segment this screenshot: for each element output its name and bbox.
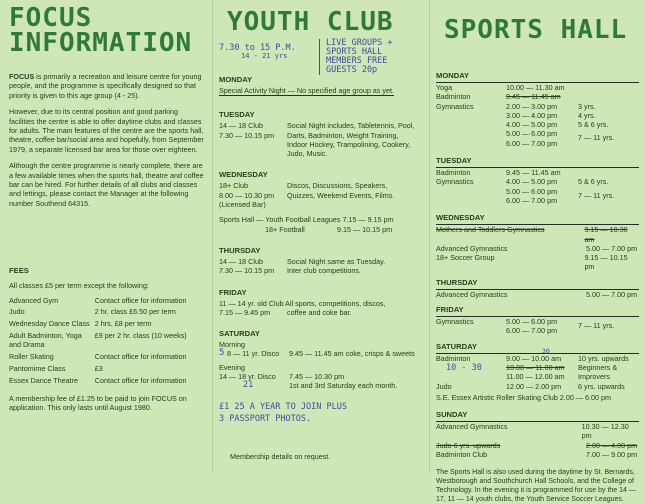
fri-age: 7 — 11 yrs.: [578, 321, 615, 331]
wed-sports-line1: Sports Hall — Youth Football Leagues 7.15 — 9.15 pm: [219, 215, 394, 225]
sports-row-name: Mothers and Toddlers Gymnastics: [436, 225, 545, 235]
sat-level-1: 10 yrs. upwards: [578, 353, 629, 363]
fee-name: Judo: [9, 307, 25, 317]
fee-value: Contact office for information: [94, 352, 187, 362]
youth-wednesday-row: [219, 181, 421, 209]
hand-live-3: MEMBERS FREE: [326, 56, 388, 66]
youth-monday-text: [219, 86, 421, 96]
sat-judo: Judo: [436, 381, 452, 391]
hand-1030: 10 - 30: [446, 362, 482, 373]
sports-row-time: 5.00 — 7.00 pm: [586, 243, 638, 253]
info-paragraph-1: [9, 72, 204, 100]
youth-tuesday-label: TUESDAY: [219, 110, 255, 120]
sat-level-2: Beginners &: [578, 362, 618, 372]
fee-name: Pantomime Class: [9, 363, 66, 373]
youth-thursday-row: [219, 257, 421, 276]
membership-note: A membership fee of £1.25 to be paid to join FOCUS on application. This only lasts until August 1980.: [9, 393, 187, 413]
hand-live-1: LIVE GROUPS +: [326, 38, 393, 48]
tue-gym-times: [506, 177, 578, 205]
handwritten-top-note: [219, 38, 421, 79]
sports-row: [436, 244, 639, 253]
tue-club: 14 — 18 Club: [219, 121, 263, 131]
tue-gym-age: 5 & 6 yrs.: [578, 177, 609, 187]
fee-row: [9, 307, 204, 316]
fee-name: Adult Badminton, Yoga and Drama: [9, 331, 82, 350]
gym-age: 3 yrs.: [578, 101, 596, 111]
sports-sunday-rows: [436, 422, 639, 459]
sports-thursday-label: THURSDAY: [436, 277, 478, 287]
gym-time: 6.00 — 7.00 pm: [506, 138, 558, 148]
youth-club-panel: [215, 0, 425, 472]
sports-row-name: Badminton: [436, 92, 471, 102]
sat-level-3: Improvers: [578, 372, 610, 382]
tue-gym-time: 6.00 — 7.00 pm: [506, 195, 558, 205]
wed-sports-line2: [219, 225, 421, 234]
thu-row: [436, 290, 639, 299]
wed-bar: (Licensed Bar): [219, 200, 266, 210]
sat-disco2: 14 — 18 yr. Disco: [219, 372, 276, 382]
sports-row: [436, 450, 639, 459]
tue-gym-row: [436, 177, 639, 205]
sports-row-name: Judo 6 yrs. upwards: [436, 440, 501, 450]
fee-row: [9, 331, 204, 349]
monday-gym-ages: [578, 102, 614, 148]
sat-disco1-row: [219, 349, 421, 358]
sports-hall-panel: [432, 0, 645, 504]
gym-time: 3.00 — 4.00 pm: [506, 110, 558, 120]
gym-time: 5.00 — 6.00 pm: [506, 129, 558, 139]
sports-row-time: 2.00 — 4.00 pm: [586, 440, 638, 450]
info-title-line1: FOCUS: [9, 3, 93, 33]
fri-time-2: 6.00 — 7.00 pm: [506, 326, 558, 336]
thu-activities: Social Night same as Tuesday.: [287, 256, 386, 266]
hand-time: 7.30 to 15 P.M.: [219, 43, 296, 53]
tue-gym-time: 5.00 — 6.00 pm: [506, 186, 558, 196]
fee-row: [9, 376, 204, 385]
fri-row: [436, 317, 639, 336]
youth-monday-label: MONDAY: [219, 75, 253, 84]
fees-heading: FEES: [9, 266, 29, 276]
sports-monday-label: MONDAY: [436, 71, 470, 80]
info-title-line2: INFORMATION: [9, 28, 193, 58]
sports-footer: The Sports Hall is also used during the daytime by St. Bernards, Westborough and Southchurch Hall Schools, and the College of Technology. In the evening it is programmed for use by the 14 — 17, 11 — 14 youth clubs, the Youth Service Soccer Leagues.: [436, 469, 636, 504]
tue-activities: Social Night includes, Tabletennis, Pool, Darts, Badminton, Weight Training, Indoor Hockey, Trampolining, Cookery, Judo, Music.: [287, 121, 415, 159]
sports-row-time: 9.15 — 10.30 am: [584, 225, 628, 244]
fri-line2: [219, 308, 421, 317]
fee-value: £9 per 2 hr. class (10 weeks): [94, 331, 187, 341]
fee-row: [9, 364, 204, 373]
sports-row: [436, 92, 639, 101]
sports-row: [436, 441, 639, 450]
tue-gym-time: 4.00 — 5.00 pm: [506, 177, 558, 187]
youth-footer: Membership details on request.: [230, 452, 331, 461]
thu-time: 7.30 — 10.15 pm: [219, 266, 275, 276]
fri-time-1: 5.00 — 6.00 pm: [506, 317, 558, 327]
info-paragraph-2: However, due to its central position and good parking facilities the centre is able to offer daytime clubs and classes for adults. The main features of the centre are the sports hall, theatre, coffee bar/social area and hopefully, from September 1979, a separate licensed bar area for those over eighteen.: [9, 107, 204, 154]
hand-live-4: GUESTS 20p: [326, 65, 378, 75]
tue-gym-age: 7 — 11 yrs.: [578, 190, 615, 200]
fri-bar: coffee and coke bar.: [287, 307, 352, 317]
sat-disco2-time: 7.45 — 10.30 pm: [289, 372, 345, 382]
sat-time-1: 9.00 — 10.00 am: [506, 353, 562, 363]
fee-row: [9, 296, 204, 305]
sports-row: [436, 422, 639, 441]
fee-name: Essex Dance Theatre: [9, 375, 78, 385]
sports-title: SPORTS HALL: [444, 15, 628, 45]
sat-time-3: 11.00 — 12.00 am: [506, 372, 565, 382]
youth-title: YOUTH CLUB: [227, 7, 394, 37]
sports-row-name: Advanced Gymnastics: [436, 243, 508, 253]
sports-row-name: Badminton Club: [436, 450, 488, 460]
sat-judo-time: 12.00 — 2.00 pm: [506, 381, 562, 391]
sports-wednesday-label: WEDNESDAY: [436, 213, 485, 223]
sat-morning: Morning: [219, 340, 245, 350]
tue-time: 7.30 — 10.15 pm: [219, 130, 275, 140]
youth-thursday-label: THURSDAY: [219, 245, 261, 255]
fold-line-left: [212, 0, 213, 472]
sports-row: [436, 83, 639, 92]
thu-club: 14 — 18 Club: [219, 256, 263, 266]
monday-activity: Special Activity Night — No specified age group as yet.: [219, 86, 394, 95]
p1-rest: is primarily a recreation and leisure centre for young people, and the programme is specifically designed so that priority is given to this age group (4 - 25).: [9, 72, 202, 100]
sat-disco2-note: 1st and 3rd Saturday each month.: [289, 381, 398, 391]
wed-football: 18+ Football: [265, 224, 305, 234]
sports-row: [436, 225, 639, 244]
fee-value: £3: [94, 363, 103, 373]
gym-age: 7 — 11 yrs.: [578, 133, 615, 143]
fees-table: [9, 296, 204, 385]
handwritten-join-note: [219, 401, 421, 425]
hand-age: 14 - 21 yrs: [241, 52, 288, 60]
fold-line-right: [429, 0, 430, 472]
sat-judo-row: [436, 382, 639, 391]
hand-5: 5: [219, 348, 225, 359]
hand-join-1: £1 25 A YEAR TO JOIN PLUS: [219, 401, 347, 412]
wed-time: 8.00 — 10.30 pm: [219, 190, 275, 200]
fees-intro: All classes £5 per term except the following:: [9, 281, 149, 291]
sports-row-time: 9.15 — 10.15 pm: [584, 253, 628, 272]
hand-21: 21: [243, 380, 254, 391]
gym-time: 4.00 — 5.00 pm: [506, 120, 558, 130]
wed-football-time: 9.15 — 10.15 pm: [337, 224, 393, 234]
youth-tuesday-row: [219, 121, 421, 158]
tue-badminton: Badminton: [436, 168, 471, 178]
sports-row-name: Advanced Gymnastics: [436, 422, 508, 432]
sat-evening: Evening: [219, 362, 245, 372]
gym-age: 4 yrs.: [578, 110, 596, 120]
sports-row: [436, 253, 639, 272]
fee-name: Roller Skating: [9, 352, 54, 362]
monday-gym-row: [436, 102, 639, 148]
fee-row: [9, 352, 204, 361]
hand-live-groups: [319, 39, 393, 75]
sports-monday-rows: [436, 83, 639, 102]
thu-competitions: Inter club competitions.: [287, 266, 361, 276]
monday-gym-name: Gymnastics: [436, 101, 474, 111]
info-paragraph-3: Although the centre programme is nearly complete, there are a few available times when the sports hall, theatre and coffee bar can be hired. For further details of all clubs and classes and lettings, please contact the Manager at the following number Southend 64315.: [9, 161, 204, 208]
sat-disco1: 8 — 11 yr. Disco: [227, 349, 280, 359]
wed-activities: Discos, Discussions, Speakers, Quizzes, Weekend Events, Films.: [287, 181, 395, 200]
gym-time: 2.00 — 3.00 pm: [506, 101, 558, 111]
wed-club: 18+ Club: [219, 181, 248, 191]
fee-value: 2 hrs. £8 per term: [94, 319, 152, 329]
tue-gym-ages: [578, 177, 614, 205]
sports-wednesday-rows: [436, 225, 639, 271]
tue-badminton-row: [436, 168, 639, 177]
sat-judo-age: 6 yrs. upwards: [578, 381, 625, 391]
sports-row-name: Yoga: [436, 83, 453, 92]
tue-badminton-time: 9.45 — 11.45 am: [506, 168, 561, 178]
sports-sunday-label: SUNDAY: [436, 410, 468, 420]
thu-time: 5.00 — 7.00 pm: [586, 289, 638, 299]
sports-row-time: 10.30 — 12.30 pm: [581, 422, 629, 441]
sat-badminton: Badminton: [436, 353, 471, 363]
monday-gym-times: [506, 102, 578, 148]
hand-live-2: SPORTS HALL: [326, 47, 383, 57]
fri-line1: 11 — 14 yr. old Club All sports, competitions, discos,: [219, 298, 386, 308]
thu-name: Advanced Gymnastics: [436, 289, 508, 299]
fee-value: Contact office for information: [94, 375, 187, 385]
fee-row: [9, 319, 204, 328]
fri-time: 7.15 — 9.45 pm: [219, 307, 271, 317]
sports-tuesday-label: TUESDAY: [436, 156, 472, 166]
fee-name: Wednesday Dance Class: [9, 319, 90, 329]
fee-value: 2 hr. class £6.50 per term: [94, 307, 176, 317]
fee-value: Contact office for information: [94, 295, 187, 305]
sat-skating: S.E. Essex Artistic Roller Skating Club 2.00 — 6.00 pm: [436, 392, 611, 402]
tue-gym-name: Gymnastics: [436, 177, 474, 187]
youth-wednesday-label: WEDNESDAY: [219, 170, 268, 180]
hand-join-2: 3 PASSPORT PHOTOS.: [219, 413, 312, 424]
fri-name: Gymnastics: [436, 317, 474, 327]
fee-name: Advanced Gym: [9, 295, 59, 305]
sat-disco1-time: 9.45 — 11.45 am coke, crisps & sweets: [289, 349, 415, 359]
sat-disco2-note-row: [219, 381, 421, 390]
sports-row-time: 7.00 — 9.00 pm: [586, 450, 638, 460]
sports-row-time: 10.00 — 11.30 am: [506, 83, 565, 92]
hand-30: 30: [542, 346, 550, 355]
sat-time-2: 10.00 — 11.00 am: [506, 362, 565, 372]
youth-saturday-label: SATURDAY: [219, 329, 260, 339]
focus-information-panel: [0, 0, 210, 472]
sports-saturday-label: SATURDAY: [436, 341, 477, 351]
focus-bold: FOCUS: [9, 72, 35, 81]
sports-friday-label: FRIDAY: [436, 305, 464, 315]
gym-age: 5 & 6 yrs.: [578, 120, 609, 130]
sports-row-name: 18+ Soccer Group: [436, 253, 495, 263]
youth-friday-label: FRIDAY: [219, 287, 247, 297]
sports-row-time: 9.45 — 11.45 am: [506, 92, 561, 102]
